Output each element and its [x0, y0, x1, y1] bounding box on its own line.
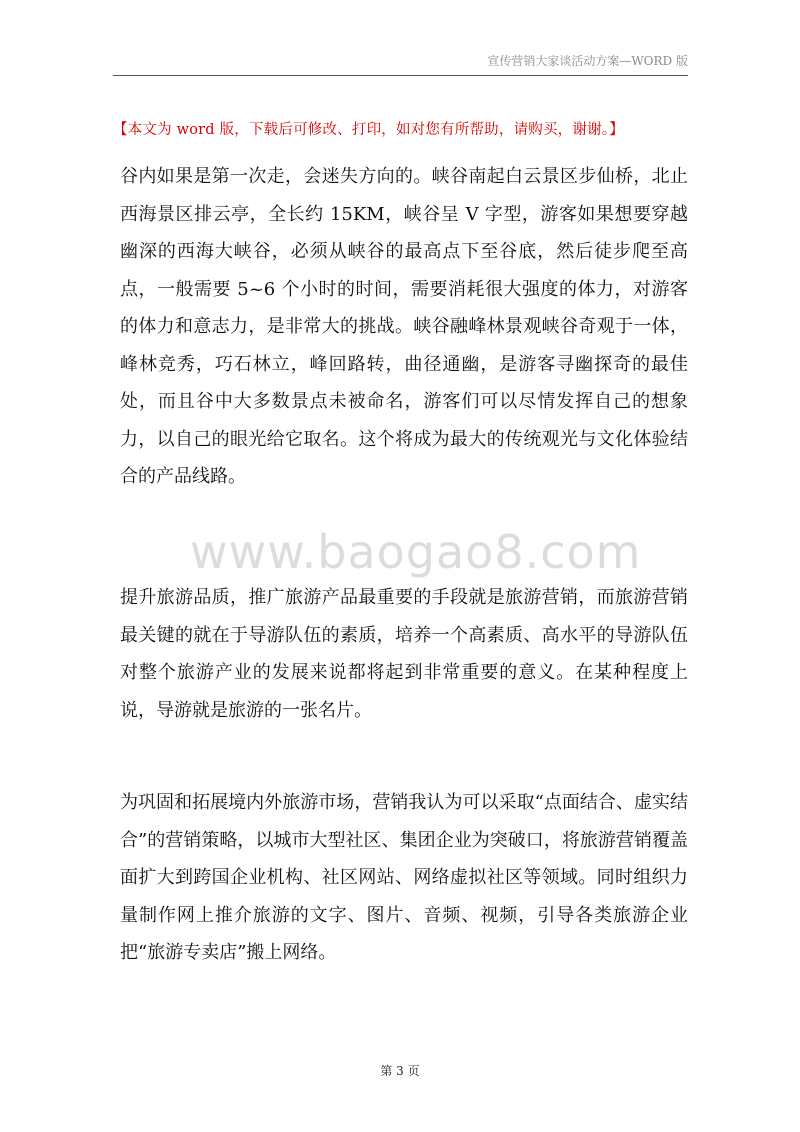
page-number: 第 3 页 — [380, 1064, 420, 1078]
paragraph-1: 谷内如果是第一次走，会迷失方向的。峡谷南起白云景区步仙桥，北止西海景区排云亭，全长约 15KM，峡谷呈 V 字型，游客如果想要穿越幽深的西海大峡谷，必须从峡谷的最高点下至谷底，然后徒步爬至高点，一般需要 5~6 个小时的时间，需要消耗很大强度的体力，对游客的体力和意志力，是非常大的挑战。峡谷融峰林景观峡谷奇观于一体，峰林竞秀，巧石林立，峰回路转，曲径通幽，是游客寻幽探奇的最佳处，而且谷中大多数景点未被命名，游客们可以尽情发挥自己的想象力，以自己的眼光给它取名。这个将成为最大的传统观光与文化体验结合的产品线路。 — [120, 166, 688, 487]
header-divider — [113, 75, 688, 76]
paragraph-2: 提升旅游品质，推广旅游产品最重要的手段就是旅游营销，而旅游营销最关键的就在于导游队伍的素质，培养一个高素质、高水平的导游队伍对整个旅游产业的发展来说都将起到非常重要的意义。在某种程度上说，导游就是旅游的一张名片。 — [120, 587, 688, 721]
download-notice: 【本文为 word 版，下载后可修改、打印，如对您有所帮助，请购买，谢谢。】 — [113, 122, 624, 138]
paragraph-3: 为巩固和拓展境内外旅游市场，营销我认为可以采取“点面结合、虚实结合”的营销策略，以城市大型社区、集团企业为突破口，将旅游营销覆盖面扩大到跨国企业机构、社区网站、网络虚拟社区等领域。同时组织力量制作网上推介旅游的文字、图片、音频、视频，引导各类旅游企业把“旅游专卖店”搬上网络。 — [120, 792, 688, 963]
page-header: 宣传营销大家谈活动方案—WORD 版 — [487, 54, 688, 68]
watermark-text: www.baogao8.com — [190, 525, 642, 579]
